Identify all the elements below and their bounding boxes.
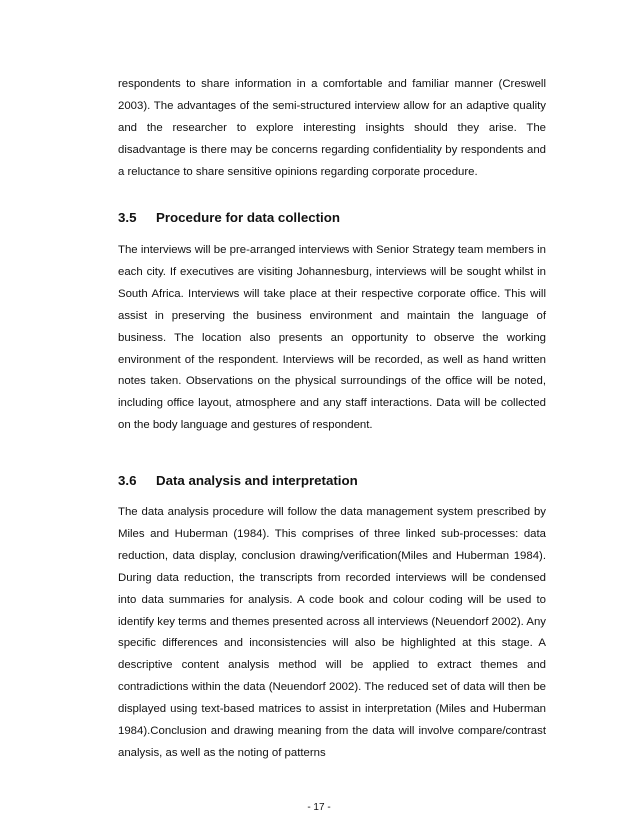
section-number: 3.5 [118, 210, 137, 225]
paragraph-interview-advantages: respondents to share information in a comfortable and familiar manner (Creswell 2003). The advantages of the semi-structured interview allow for an adaptive quality and the researcher to explore interesting insights should they arise. The disadvantage is there may be concerns regarding confidentiality by respondents and a reluctance to share sensitive opinions regarding corporate procedure. [118, 78, 546, 178]
section-number: 3.6 [118, 473, 137, 488]
section-heading-data-analysis [118, 472, 546, 490]
paragraph-data-analysis: The data analysis procedure will follow the data management system prescribed by Miles and Huberman (1984). This comprises of three linked sub-processes: data reduction, data display, conclusion drawing/verification(Miles and Huberman 1984). During data reduction, the transcripts from recorded interviews will be condensed into data summaries for analysis. A code book and colour coding will be used to identify key terms and themes presented across all interviews (Neuendorf 2002). Any specific differences and inconsistencies will also be highlighted at this stage. A descriptive content analysis method will be applied to extract themes and contradictions within the data (Neuendorf 2002). The reduced set of data will then be displayed using text-based matrices to assist in interpretation (Miles and Huberman 1984).Conclusion and drawing meaning from the data will involve compare/contrast analysis, as well as the noting of patterns [118, 506, 546, 759]
page-number: - 17 - [307, 802, 331, 813]
section-title: Data analysis and interpretation [156, 473, 358, 488]
paragraph-data-collection: The interviews will be pre-arranged interviews with Senior Strategy team members in each city. If executives are visiting Johannesburg, interviews will be sought whilst in South Africa. Interviews will take place at their respective corporate office. This will assist in preserving the business environment and maintain the language of business. The location also presents an opportunity to observe the working environment of the respondent. Interviews will be recorded, as well as hand written notes taken. Observations on the physical surroundings of the office will be noted, including office layout, atmosphere and any staff interactions. Data will be collected on the body language and gestures of respondent. [118, 244, 546, 432]
section-title: Procedure for data collection [156, 210, 340, 225]
section-heading-data-collection [118, 209, 546, 227]
